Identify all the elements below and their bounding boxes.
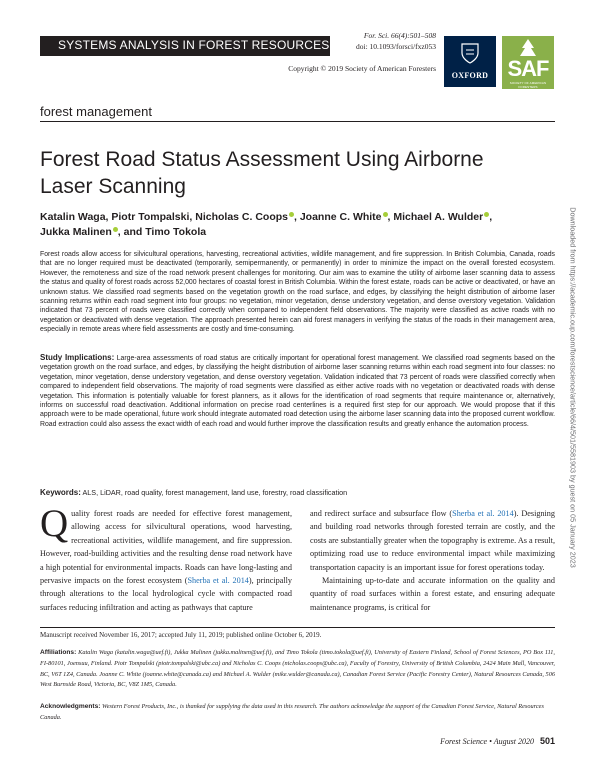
- page-footer: [300, 736, 555, 746]
- title-line-2: Laser Scanning: [40, 175, 186, 198]
- title-line-1: Forest Road Status Assessment Using Airborne: [40, 148, 484, 171]
- acknowledgments-label: Acknowledgments:: [40, 703, 101, 710]
- author-name: Jukka Malinen: [40, 226, 112, 238]
- oxford-crest-icon: [458, 41, 482, 65]
- acknowledgments-text: Western Forest Products, Inc., is thanked for supplying the data used in this research. The authors acknowledge the support of the Canadian Forest Service, Natural Resources Canada.: [40, 703, 544, 721]
- affiliations: [40, 648, 555, 691]
- page-number: 501: [539, 736, 555, 746]
- saf-tagline: SOCIETY OF AMERICAN FORESTERS: [509, 81, 547, 89]
- orcid-icon[interactable]: [113, 227, 118, 232]
- author-name: Joanne C. White: [299, 211, 382, 223]
- paragraph: Maintaining up-to-date and accurate information on the quality and quantity of road surfaces within a forest estate, and ensuring adequate maintenance programs, is critical for: [310, 576, 555, 612]
- affiliations-label: Affiliations:: [40, 649, 77, 656]
- body-text: uality forest roads are needed for effective forest management, allowing access for silvicultural operations, wood harvesting, recreational activities, wildlife management, and fire suppression. However, road-building activities and the resulting dense road network have a high potential for environmental impacts. Roads can have long-lasting and pervasive impacts on the forest ecosystem (: [40, 509, 292, 586]
- doi[interactable]: doi: 10.1093/forsci/fxz053: [356, 41, 436, 51]
- copyright: Copyright © 2019 Society of American Foresters: [288, 64, 436, 73]
- author-name: Michael A. Wulder: [393, 211, 484, 223]
- body-column-right: [310, 507, 555, 614]
- header-divider: [40, 121, 555, 122]
- abstract: Forest roads allow access for silvicultural operations, harvesting, recreational activities, wildlife management, and fire suppression. In British Columbia, Canada, roads that are no longer required must be deactivated (temporarily, semipermanently, or permanently) in order to minimize the impact on the overall forested ecosystem. However, the remoteness and size of the road network present challenges for monitoring. Our aim was to examine the utility of airborne laser scanning data to assess the status and quality of forest roads across 52,000 hectares of coastal forest in British Columbia. Within the forest estate, roads can be active or deactivated, or have an unknown status. We classified road segments based on the vegetation growth on the road surface, and edges, by classifying the height distribution of airborne laser scanning returns within each road segment into four groups: no vegetation, minor vegetation, dense understory vegetation, and dense overstory vegetation. Validation indicated that 73 percent of roads were classified correctly when compared to independent field observations. The majority were classified as active roads with no vegetation or deactivated with dense vegetation. The approach presented herein can aid forest managers in verifying the status of the roads in their management area, especially in remote areas where field assessments are costly and time-consuming.: [40, 251, 555, 334]
- oxford-logo-text: OXFORD: [451, 71, 489, 80]
- journal-meta: [330, 31, 436, 52]
- body-column-left: [40, 502, 292, 614]
- section-label: forest management: [40, 104, 153, 119]
- keywords-text: ALS, LiDAR, road quality, forest management, land use, forestry, road classification: [82, 488, 348, 497]
- orcid-icon[interactable]: [383, 212, 388, 217]
- body-text: ), principally through alterations to the local hydrological cycle with compacted road surfaces reducing infiltration and acting as pathways that capture: [40, 576, 292, 612]
- citation-link[interactable]: Sherba et al. 2014: [452, 509, 514, 518]
- author-line-1: Katalin Waga, Piotr Tompalski, Nicholas C. Coops , Joanne C. White , Michael A. Wulder ,: [40, 211, 493, 223]
- article-title: [40, 146, 540, 200]
- body-text: ). Designing and building road networks through forested terrain are costly, and the costs are substantially greater when the topography is extreme. As a result, optimizing road use to reduce environmental impact while maximizing transportation capacity is an important issue for forest operations today.: [310, 509, 555, 572]
- author-name: Nicholas C. Coops: [195, 211, 288, 223]
- orcid-icon[interactable]: [484, 212, 489, 217]
- author-name: Piotr Tompalski: [111, 211, 190, 223]
- banner-text: SYSTEMS ANALYSIS IN FOREST RESOURCES: [58, 38, 330, 52]
- study-implications: [40, 353, 555, 429]
- manuscript-dates: Manuscript received November 16, 2017; accepted July 11, 2019; published online October 6, 2019.: [40, 631, 322, 639]
- body-text: and redirect surface and subsurface flow (: [310, 509, 453, 518]
- keywords-label: Keywords:: [40, 488, 81, 497]
- saf-logo-text: SAF: [507, 56, 549, 81]
- saf-tree-icon: [516, 38, 540, 58]
- orcid-icon[interactable]: [289, 212, 294, 217]
- drop-cap: Q: [40, 502, 69, 545]
- study-implications-text: Large-area assessments of road status are critically important for operational forest management. We classified road segments based on the vegetation growth on the road surface, and edges, by classifying the height distribution of airborne laser scanning returns within each road segment into four classes: no vegetation, minor vegetation, dense understory vegetation, and dense overstory vegetation. Validation indicated that 73 percent of roads were classified correctly when compared to independent field observations. The majority of road segments were classified as either active roads with no vegetation or deactivated roads with dense vegetation. This information is potentially valuable for forest planners, as it allows for the identification of road segments that require maintenance or, alternatively, informs on successful road deactivation. Additional information on precise road centerlines is a required first step for our approach. We would propose that if this approach were to be made operational, future work should integrate automated road detection using the airborne laser scanning data into the proposed current workflow. Road extraction could also assess the exact width of each road and would further improve the classification results and greatly enhance the automation process.: [40, 355, 555, 428]
- citation-link[interactable]: Sherba et al. 2014: [187, 576, 249, 586]
- study-implications-label: Study Implications:: [40, 353, 115, 362]
- download-note-text[interactable]: Downloaded from https://academic.oup.com/forestscience/article/66/4/501/5581903 by guest on 05 January 2023: [568, 207, 578, 568]
- journal-date: Forest Science • August 2020: [440, 737, 534, 746]
- citation: For. Sci. 66(4):501–508: [363, 31, 436, 40]
- footnote-divider: [40, 627, 555, 628]
- acknowledgments: [40, 702, 555, 724]
- author-line-2: Jukka Malinen , and Timo Tokola: [40, 226, 207, 238]
- affiliations-text: Katalin Waga (katalin.waga@uef.fi), Jukka Malinen (jukka.malinen@uef.fi), and Timo Tokola (timo.tokola@uef.fi), University of Eastern Finland, School of Forest Sciences, PO Box 111, FI-80101, Joensuu, Finland. Piotr Tompalski (piotr.tompalski@ubc.ca) and Nicholas C. Coops (nicholas.coops@ubc.ca), Faculty of Forestry, University of British Columbia, 2424 Main Mall, Vancouver, BC, V6T 1Z4, Canada. Joanne C. White (joanne.white@canada.ca) and Michael A. Wulder (mike.wulder@canada.ca), Canadian Forest Service (Pacific Forestry Center), Natural Resources Canada, 506 West Burnside Road, Victoria, BC, V8Z 1M5, Canada.: [40, 649, 555, 689]
- author-name: Katalin Waga: [40, 211, 106, 223]
- paragraph: [310, 507, 555, 574]
- author-list: [40, 210, 540, 240]
- author-name: and Timo Tokola: [123, 226, 207, 238]
- keywords: [40, 488, 555, 497]
